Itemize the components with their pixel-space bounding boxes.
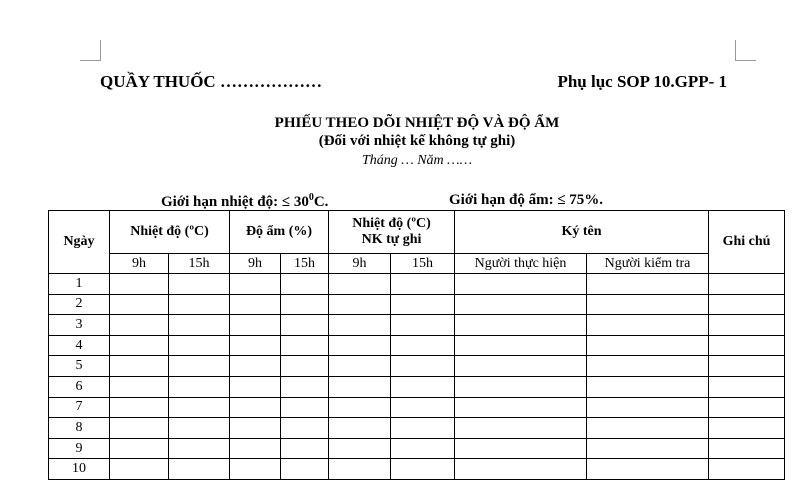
humidity-9h-cell[interactable] bbox=[230, 376, 281, 397]
performer-signature-cell[interactable] bbox=[455, 356, 587, 377]
day-number: 1 bbox=[49, 274, 110, 295]
auto-temp-15h-cell[interactable] bbox=[391, 459, 455, 480]
day-number: 4 bbox=[49, 335, 110, 356]
checker-signature-cell[interactable] bbox=[587, 335, 709, 356]
form-title: PHIẾU THEO DÕI NHIỆT ĐỘ VÀ ĐỘ ẨM bbox=[274, 115, 560, 131]
humidity-9h-cell[interactable] bbox=[230, 418, 281, 439]
header-auto-temperature-line2: NK tự ghi bbox=[361, 232, 422, 247]
table-row bbox=[49, 376, 785, 397]
performer-signature-cell[interactable] bbox=[455, 335, 587, 356]
checker-signature-cell[interactable] bbox=[587, 459, 709, 480]
temp-9h-cell[interactable] bbox=[110, 376, 169, 397]
day-number: 6 bbox=[49, 376, 110, 397]
auto-temp-15h-cell[interactable] bbox=[391, 438, 455, 459]
note-cell[interactable] bbox=[709, 274, 785, 295]
temp-9h-cell[interactable] bbox=[110, 335, 169, 356]
form-subtitle: (Đối với nhiệt kế không tự ghi) bbox=[318, 133, 516, 149]
auto-temp-9h-cell[interactable] bbox=[329, 376, 391, 397]
table-row bbox=[49, 397, 785, 418]
note-cell[interactable] bbox=[709, 438, 785, 459]
day-number: 9 bbox=[49, 438, 110, 459]
header-note: Ghi chú bbox=[709, 211, 785, 274]
note-cell[interactable] bbox=[709, 397, 785, 418]
monitoring-table bbox=[48, 210, 785, 480]
note-cell[interactable] bbox=[709, 459, 785, 480]
humidity-9h-cell[interactable] bbox=[230, 294, 281, 315]
day-number: 5 bbox=[49, 356, 110, 377]
header-auto-temperature-line1: Nhiệt độ (ºC) bbox=[352, 216, 431, 231]
note-cell[interactable] bbox=[709, 315, 785, 336]
humidity-9h-cell[interactable] bbox=[230, 459, 281, 480]
page-corner-mark-left bbox=[80, 40, 101, 61]
checker-signature-cell[interactable] bbox=[587, 356, 709, 377]
pharmacy-name: QUẦY THUỐC ……………… bbox=[100, 72, 322, 91]
humidity-15h-cell[interactable] bbox=[281, 418, 329, 439]
checker-signature-cell[interactable] bbox=[587, 418, 709, 439]
humidity-9h-cell[interactable] bbox=[230, 438, 281, 459]
temp-15h-cell[interactable] bbox=[169, 397, 230, 418]
table-row bbox=[49, 335, 785, 356]
temperature-limit-degree: 0 bbox=[308, 192, 314, 203]
temp-9h-cell[interactable] bbox=[110, 397, 169, 418]
temp-15h-cell[interactable] bbox=[169, 315, 230, 336]
humidity-limit: Giới hạn độ ẩm: ≤ 75%. bbox=[449, 192, 604, 208]
auto-temp-9h-cell[interactable] bbox=[329, 294, 391, 315]
temp-15h-cell[interactable] bbox=[169, 335, 230, 356]
temp-9h-cell[interactable] bbox=[110, 294, 169, 315]
subheader-humidity-15h: 15h bbox=[281, 254, 329, 274]
table-row bbox=[49, 356, 785, 377]
auto-temp-9h-cell[interactable] bbox=[329, 438, 391, 459]
subheader-humidity-9h: 9h bbox=[230, 254, 281, 274]
humidity-9h-cell[interactable] bbox=[230, 397, 281, 418]
header-auto-temperature bbox=[329, 211, 455, 254]
temp-9h-cell[interactable] bbox=[110, 459, 169, 480]
performer-signature-cell[interactable] bbox=[455, 438, 587, 459]
auto-temp-9h-cell[interactable] bbox=[329, 397, 391, 418]
humidity-15h-cell[interactable] bbox=[281, 459, 329, 480]
temperature-limit-unit: C. bbox=[313, 194, 329, 210]
humidity-15h-cell[interactable] bbox=[281, 397, 329, 418]
auto-temp-15h-cell[interactable] bbox=[391, 418, 455, 439]
humidity-9h-cell[interactable] bbox=[230, 335, 281, 356]
header-day: Ngày bbox=[49, 211, 110, 274]
temp-15h-cell[interactable] bbox=[169, 356, 230, 377]
auto-temp-9h-cell[interactable] bbox=[329, 418, 391, 439]
checker-signature-cell[interactable] bbox=[587, 376, 709, 397]
subheader-checker: Người kiểm tra bbox=[587, 254, 709, 274]
note-cell[interactable] bbox=[709, 376, 785, 397]
humidity-15h-cell[interactable] bbox=[281, 274, 329, 295]
day-number: 8 bbox=[49, 418, 110, 439]
subheader-temp-9h: 9h bbox=[110, 254, 169, 274]
header-signature: Ký tên bbox=[455, 211, 709, 254]
temp-15h-cell[interactable] bbox=[169, 459, 230, 480]
subheader-performer: Người thực hiện bbox=[455, 254, 587, 274]
checker-signature-cell[interactable] bbox=[587, 438, 709, 459]
temp-15h-cell[interactable] bbox=[169, 376, 230, 397]
subheader-temp-15h: 15h bbox=[169, 254, 230, 274]
auto-temp-15h-cell[interactable] bbox=[391, 274, 455, 295]
header-humidity: Độ ẩm (%) bbox=[230, 211, 329, 254]
auto-temp-15h-cell[interactable] bbox=[391, 356, 455, 377]
humidity-9h-cell[interactable] bbox=[230, 315, 281, 336]
performer-signature-cell[interactable] bbox=[455, 315, 587, 336]
humidity-15h-cell[interactable] bbox=[281, 315, 329, 336]
auto-temp-15h-cell[interactable] bbox=[391, 376, 455, 397]
auto-temp-9h-cell[interactable] bbox=[329, 335, 391, 356]
temp-9h-cell[interactable] bbox=[110, 438, 169, 459]
checker-signature-cell[interactable] bbox=[587, 294, 709, 315]
performer-signature-cell[interactable] bbox=[455, 418, 587, 439]
humidity-15h-cell[interactable] bbox=[281, 356, 329, 377]
subheader-auto-9h: 9h bbox=[329, 254, 391, 274]
temp-15h-cell[interactable] bbox=[169, 418, 230, 439]
appendix-label: Phụ lục SOP 10.GPP- 1 bbox=[557, 72, 727, 91]
form-period: Tháng … Năm …… bbox=[361, 153, 473, 168]
auto-temp-15h-cell[interactable] bbox=[391, 397, 455, 418]
auto-temp-15h-cell[interactable] bbox=[391, 315, 455, 336]
day-number: 10 bbox=[49, 459, 110, 480]
table-row bbox=[49, 459, 785, 480]
table-row bbox=[49, 274, 785, 295]
temp-9h-cell[interactable] bbox=[110, 274, 169, 295]
header-temperature: Nhiệt độ (ºC) bbox=[110, 211, 230, 254]
auto-temp-9h-cell[interactable] bbox=[329, 356, 391, 377]
temperature-limit-text: Giới hạn nhiệt độ: ≤ 30 bbox=[161, 194, 309, 210]
performer-signature-cell[interactable] bbox=[455, 294, 587, 315]
temp-9h-cell[interactable] bbox=[110, 418, 169, 439]
temp-15h-cell[interactable] bbox=[169, 438, 230, 459]
humidity-15h-cell[interactable] bbox=[281, 438, 329, 459]
auto-temp-15h-cell[interactable] bbox=[391, 294, 455, 315]
auto-temp-15h-cell[interactable] bbox=[391, 335, 455, 356]
humidity-15h-cell[interactable] bbox=[281, 376, 329, 397]
day-number: 2 bbox=[49, 294, 110, 315]
day-number: 3 bbox=[49, 315, 110, 336]
performer-signature-cell[interactable] bbox=[455, 376, 587, 397]
note-cell[interactable] bbox=[709, 418, 785, 439]
temp-9h-cell[interactable] bbox=[110, 356, 169, 377]
subheader-auto-15h: 15h bbox=[391, 254, 455, 274]
auto-temp-9h-cell[interactable] bbox=[329, 274, 391, 295]
checker-signature-cell[interactable] bbox=[587, 274, 709, 295]
performer-signature-cell[interactable] bbox=[455, 397, 587, 418]
note-cell[interactable] bbox=[709, 356, 785, 377]
table-row bbox=[49, 315, 785, 336]
temp-9h-cell[interactable] bbox=[110, 315, 169, 336]
temp-15h-cell[interactable] bbox=[169, 294, 230, 315]
auto-temp-9h-cell[interactable] bbox=[329, 315, 391, 336]
performer-signature-cell[interactable] bbox=[455, 459, 587, 480]
checker-signature-cell[interactable] bbox=[587, 315, 709, 336]
performer-signature-cell[interactable] bbox=[455, 274, 587, 295]
table-row bbox=[49, 438, 785, 459]
auto-temp-9h-cell[interactable] bbox=[329, 459, 391, 480]
table-row bbox=[49, 418, 785, 439]
page-corner-mark-right bbox=[735, 40, 756, 61]
humidity-9h-cell[interactable] bbox=[230, 274, 281, 295]
note-cell[interactable] bbox=[709, 294, 785, 315]
note-cell[interactable] bbox=[709, 335, 785, 356]
temperature-limit bbox=[161, 192, 328, 211]
temp-15h-cell[interactable] bbox=[169, 274, 230, 295]
table-row bbox=[49, 294, 785, 315]
checker-signature-cell[interactable] bbox=[587, 397, 709, 418]
day-number: 7 bbox=[49, 397, 110, 418]
humidity-9h-cell[interactable] bbox=[230, 356, 281, 377]
humidity-15h-cell[interactable] bbox=[281, 335, 329, 356]
humidity-15h-cell[interactable] bbox=[281, 294, 329, 315]
